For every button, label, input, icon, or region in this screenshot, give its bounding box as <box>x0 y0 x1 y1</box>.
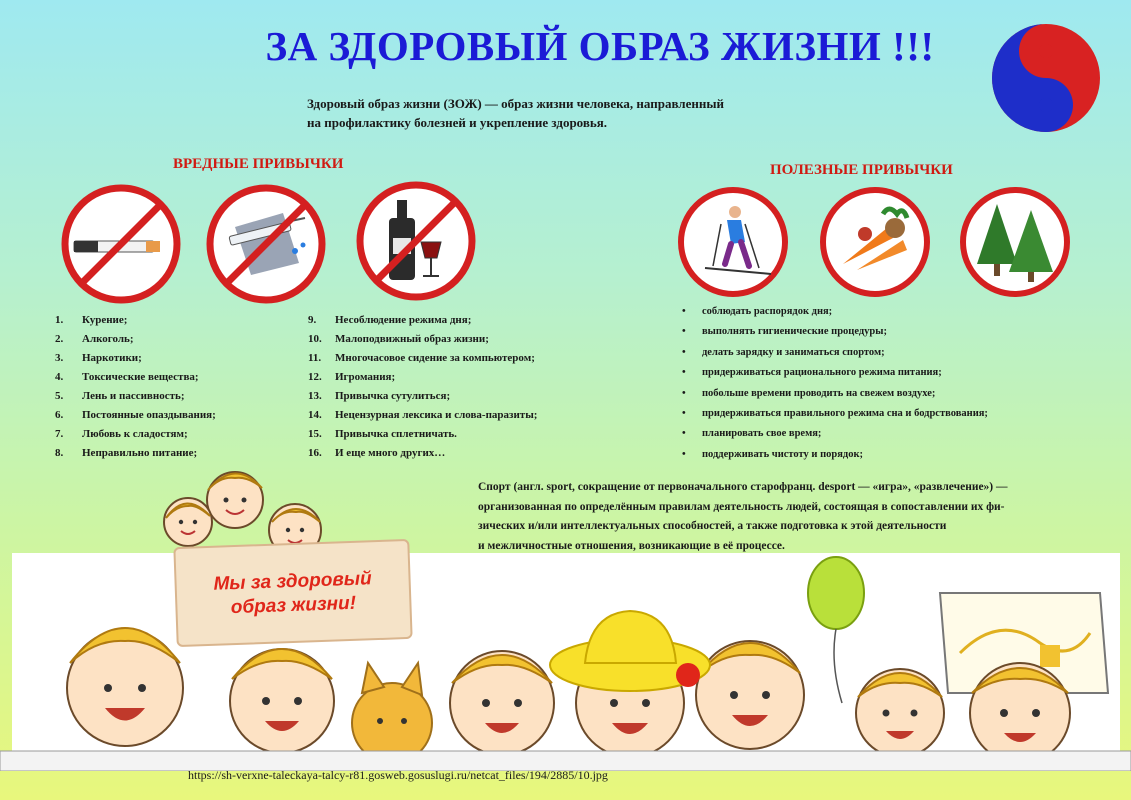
list-item: 8. Неправильно питание; <box>55 447 198 459</box>
hat-icon <box>550 611 710 691</box>
intro-line: на профилактику болезней и укрепление здоровья. <box>307 115 608 130</box>
list-item: 12. Игромания; <box>308 371 396 383</box>
vegetables-sign <box>817 184 933 300</box>
bullet-icon: • <box>682 326 686 338</box>
list-item: • соблюдать распорядок дня; <box>680 302 988 322</box>
intro-text <box>307 94 867 132</box>
sport-line: Спорт (англ. sport, сокращение от первоначального старофранц. desport — «игра», «развлечение») — <box>478 481 1008 493</box>
list-item: 1. Курение; <box>55 314 128 326</box>
sport-line: организованная по определённым правилам деятельность людей, состоящая в сопоставлении их фи- <box>478 500 1005 513</box>
list-item: 5. Лень и пассивность; <box>55 390 185 402</box>
list-item: • придерживаться рационального режима питания; <box>680 363 988 383</box>
list-item: 7. Любовь к сладостям; <box>55 428 188 440</box>
balloon-icon <box>808 557 864 703</box>
list-item: 9. Несоблюдение режима дня; <box>308 314 472 326</box>
bullet-icon: • <box>682 407 686 419</box>
bullet-icon: • <box>682 346 686 358</box>
bullet-icon: • <box>682 428 686 440</box>
list-item: 15. Привычка сплетничать. <box>308 428 457 440</box>
slogan-text: Мы за здоровый образ жизни! <box>213 568 373 619</box>
list-item: • придерживаться правильного режима сна и бодрствования; <box>680 404 988 424</box>
list-item: 3. Наркотики; <box>55 352 142 364</box>
sport-line: и межличностные отношения, возникающие в её процессе. <box>478 539 785 552</box>
source-url: https://sh-verxne-taleckaya-talcy-r81.gosweb.gosuslugi.ru/netcat_files/194/2885/10.jpg <box>188 768 608 782</box>
bad-habits-list-left <box>55 311 216 463</box>
no-alcohol-sign <box>355 180 477 302</box>
intro-line: Здоровый образ жизни (ЗОЖ) — образ жизни человека, направленный <box>307 96 724 111</box>
good-habits-list <box>680 302 988 465</box>
trees-sign <box>957 184 1073 300</box>
sport-line: зических и/или интеллектуальных способностей, а также подготовка к этой деятельности <box>478 520 947 532</box>
cat-icon <box>352 663 432 763</box>
list-item: 10. Малоподвижный образ жизни; <box>308 333 489 345</box>
list-item: • делать зарядку и заниматься спортом; <box>680 343 988 363</box>
list-item: 6. Постоянные опаздывания; <box>55 409 216 421</box>
no-drugs-sign <box>205 183 327 305</box>
list-item: 2. Алкоголь; <box>55 333 134 345</box>
bullet-icon: • <box>682 367 686 379</box>
list-item: 11. Многочасовое сидение за компьютером; <box>308 352 535 364</box>
page-title: ЗА ЗДОРОВЫЙ ОБРАЗ ЖИЗНИ !!! <box>265 23 935 69</box>
list-item: 16. И еще много других… <box>308 447 446 459</box>
list-item: 14. Нецензурная лексика и слова-паразиты; <box>308 409 538 421</box>
sport-definition <box>478 478 1118 556</box>
kids-row-illustration <box>0 553 1131 771</box>
list-item: • планировать свое время; <box>680 424 988 444</box>
no-smoking-sign <box>60 183 182 305</box>
bullet-icon: • <box>682 306 686 317</box>
list-item: • выполнять гигиенические процедуры; <box>680 322 988 342</box>
bullet-icon: • <box>682 448 686 460</box>
list-item: • поддерживать чистоту и порядок; <box>680 445 988 465</box>
bullet-icon: • <box>682 387 686 399</box>
bad-habits-heading: ВРЕДНЫЕ ПРИВЫЧКИ <box>173 156 344 172</box>
skiing-sign <box>675 184 791 300</box>
yin-yang-icon <box>990 22 1102 134</box>
list-item: • побольше времени проводить на свежем воздухе; <box>680 384 988 404</box>
bad-habits-list-right <box>308 311 537 463</box>
list-item: 4. Токсические вещества; <box>55 371 199 383</box>
good-habits-heading: ПОЛЕЗНЫЕ ПРИВЫЧКИ <box>770 162 953 178</box>
list-item: 13. Привычка сутулиться; <box>308 390 451 402</box>
